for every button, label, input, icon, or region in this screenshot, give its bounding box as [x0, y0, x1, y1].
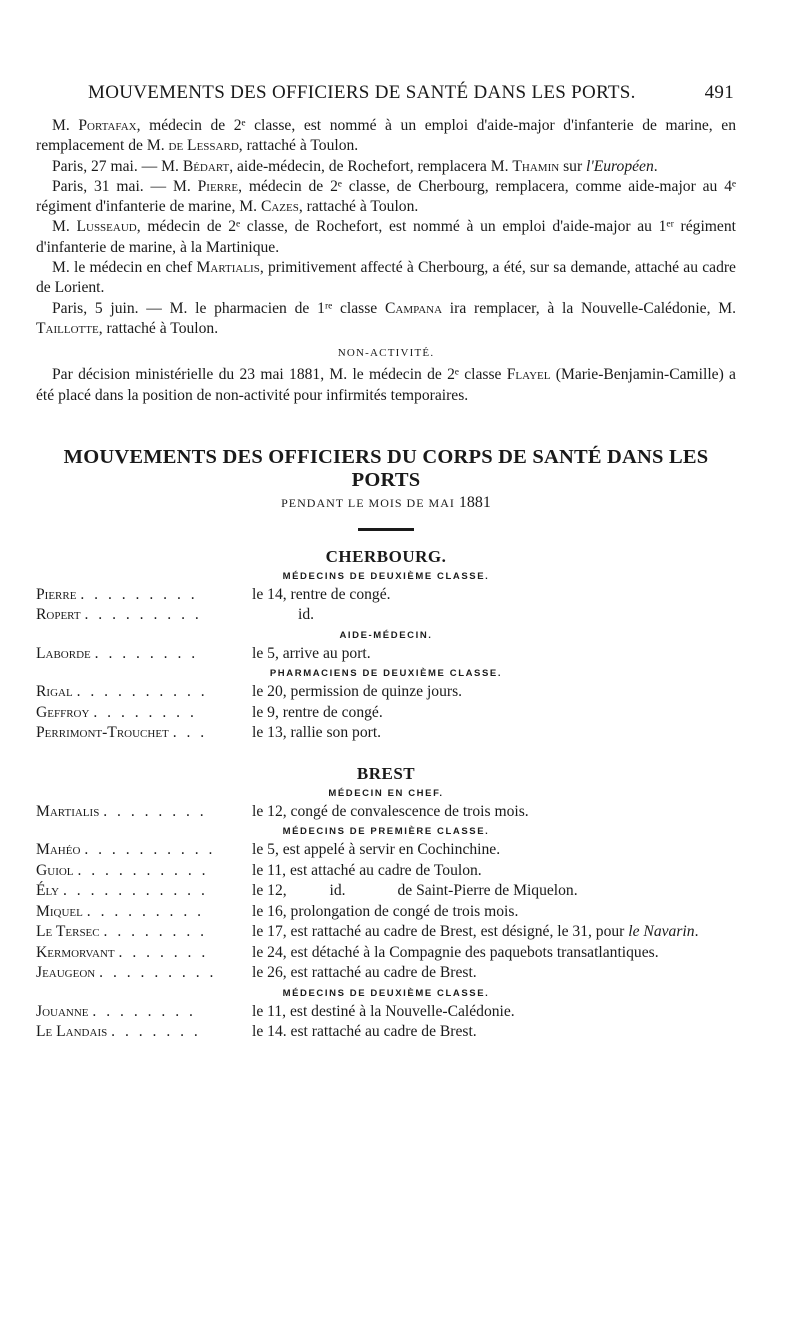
list-item: Ropert . . . . . . . . . id.	[36, 606, 315, 624]
list-item: Geffroy . . . . . . . . le 9, rentre de congé.	[36, 703, 383, 721]
person-name: Pierre	[197, 177, 239, 195]
ship-name: l'Européen	[586, 157, 654, 175]
list-item: Perrimont-Trouchet . . . le 13, rallie son port.	[36, 724, 382, 742]
category-heading: PHARMACIENS DE DEUXIÈME CLASSE.	[269, 668, 503, 680]
list-item: Jouanne . . . . . . . . le 11, est destiné à la Nouvelle-Calédonie.	[36, 1002, 515, 1020]
list-item: Pierre . . . . . . . . . le 14, rentre de congé.	[36, 585, 391, 603]
person-name: Bédart	[182, 157, 230, 175]
person-name: Flayel	[506, 366, 551, 384]
book-page	[36, 82, 736, 1043]
person-name: Lusseaud	[76, 218, 137, 236]
list-item: Kermorvant . . . . . . . le 24, est détaché à la Compagnie des paquebots transatlantiques.	[36, 943, 659, 961]
person-name: Portafax	[78, 117, 137, 134]
city-heading-brest: BREST	[356, 763, 416, 783]
person-name: de Lessard	[168, 137, 239, 155]
category-heading: MÉDECIN EN CHEF.	[328, 787, 444, 799]
paragraph-non-activite: Par décision ministérielle du 23 mai 1881, M. le médecin de 2ᵉ classe Flayel (Marie-Benjamin-Camille) a été placé dans la position de non-activité pour infirmités temporaires.	[36, 366, 736, 404]
paragraph-portafax: M. Portafax, médecin de 2ᵉ classe, est nommé à un emploi d'aide-major d'infanterie de marine, en remplacement de M. de Lessard, rattaché à Toulon.	[36, 117, 736, 155]
person-name: Campana	[384, 299, 443, 317]
page-number: 491	[704, 82, 734, 103]
list-item: Guiol . . . . . . . . . . le 11, est attaché au cadre de Toulon.	[36, 861, 482, 879]
paragraph-martialis: M. le médecin en chef Martialis, primitivement affecté à Cherbourg, a été, sur sa demande, attaché au cadre de Lorient.	[36, 259, 736, 297]
paragraph-campana: Paris, 5 juin. — M. le pharmacien de 1ʳᵉ classe Campana ira remplacer, à la Nouvelle-Calédonie, M. Taillotte, rattaché à Toulon.	[36, 299, 736, 337]
list-item: Jeaugeon . . . . . . . . . le 26, est rattaché au cadre de Brest.	[36, 964, 477, 982]
paragraph-lusseaud: M. Lusseaud, médecin de 2ᵉ classe, de Rochefort, est nommé à un emploi d'aide-major au 1ᵉʳ régiment d'infanterie de marine, à la Martinique.	[36, 218, 736, 256]
list-item: Miquel . . . . . . . . . le 16, prolongation de congé de trois mois.	[36, 902, 519, 920]
category-heading: MÉDECINS DE DEUXIÈME CLASSE.	[282, 987, 490, 999]
running-title: MOUVEMENTS DES OFFICIERS DE SANTÉ DANS LES PORTS.	[88, 82, 636, 103]
paragraph-bedart: Paris, 27 mai. — M. Bédart, aide-médecin, de Rochefort, remplacera M. Thamin sur l'Européen.	[52, 157, 658, 175]
person-name: Cazes	[260, 198, 299, 216]
person-name: Taillotte	[36, 319, 99, 337]
list-item: Laborde . . . . . . . . le 5, arrive au port.	[36, 644, 371, 662]
list-item: Ély . . . . . . . . . . . le 12, id. de Saint-Pierre de Miquelon.	[36, 882, 578, 900]
category-heading: AIDE-MÉDECIN.	[339, 629, 433, 641]
category-heading: MÉDECINS DE PREMIÈRE CLASSE.	[282, 826, 490, 838]
non-activite-heading: NON-ACTIVITÉ.	[337, 347, 435, 360]
running-head	[36, 82, 736, 104]
list-item: Le Landais . . . . . . . le 14. est rattaché au cadre de Brest.	[36, 1023, 477, 1041]
list-item: Le Tersec . . . . . . . . le 17, est rattaché au cadre de Brest, est désigné, le 31, pour le Navarin.	[36, 923, 699, 941]
paragraph-pierre: Paris, 31 mai. — M. Pierre, médecin de 2ᵉ classe, de Cherbourg, remplacera, comme aide-major au 4ᵉ régiment d'infanterie de marine, M. Cazes, rattaché à Toulon.	[36, 177, 737, 216]
list-item: Mahéo . . . . . . . . . . le 5, est appelé à servir en Cochinchine.	[36, 841, 501, 859]
person-name: Thamin	[512, 157, 560, 175]
person-name: Martialis	[196, 259, 260, 277]
category-heading: MÉDECINS DE DEUXIÈME CLASSE.	[282, 570, 490, 582]
ship-name: le Navarin	[628, 923, 695, 941]
list-item: Rigal . . . . . . . . . . le 20, permission de quinze jours.	[36, 683, 463, 701]
section-subtitle: PENDANT LE MOIS DE MAI 1881	[281, 493, 491, 511]
city-heading-cherbourg: CHERBOURG.	[325, 546, 447, 566]
section-title: MOUVEMENTS DES OFFICIERS DU CORPS DE SANTÉ DANS LES PORTS	[63, 445, 709, 491]
section-divider	[358, 528, 414, 531]
list-item: Martialis . . . . . . . . le 12, congé de convalescence de trois mois.	[36, 802, 529, 820]
